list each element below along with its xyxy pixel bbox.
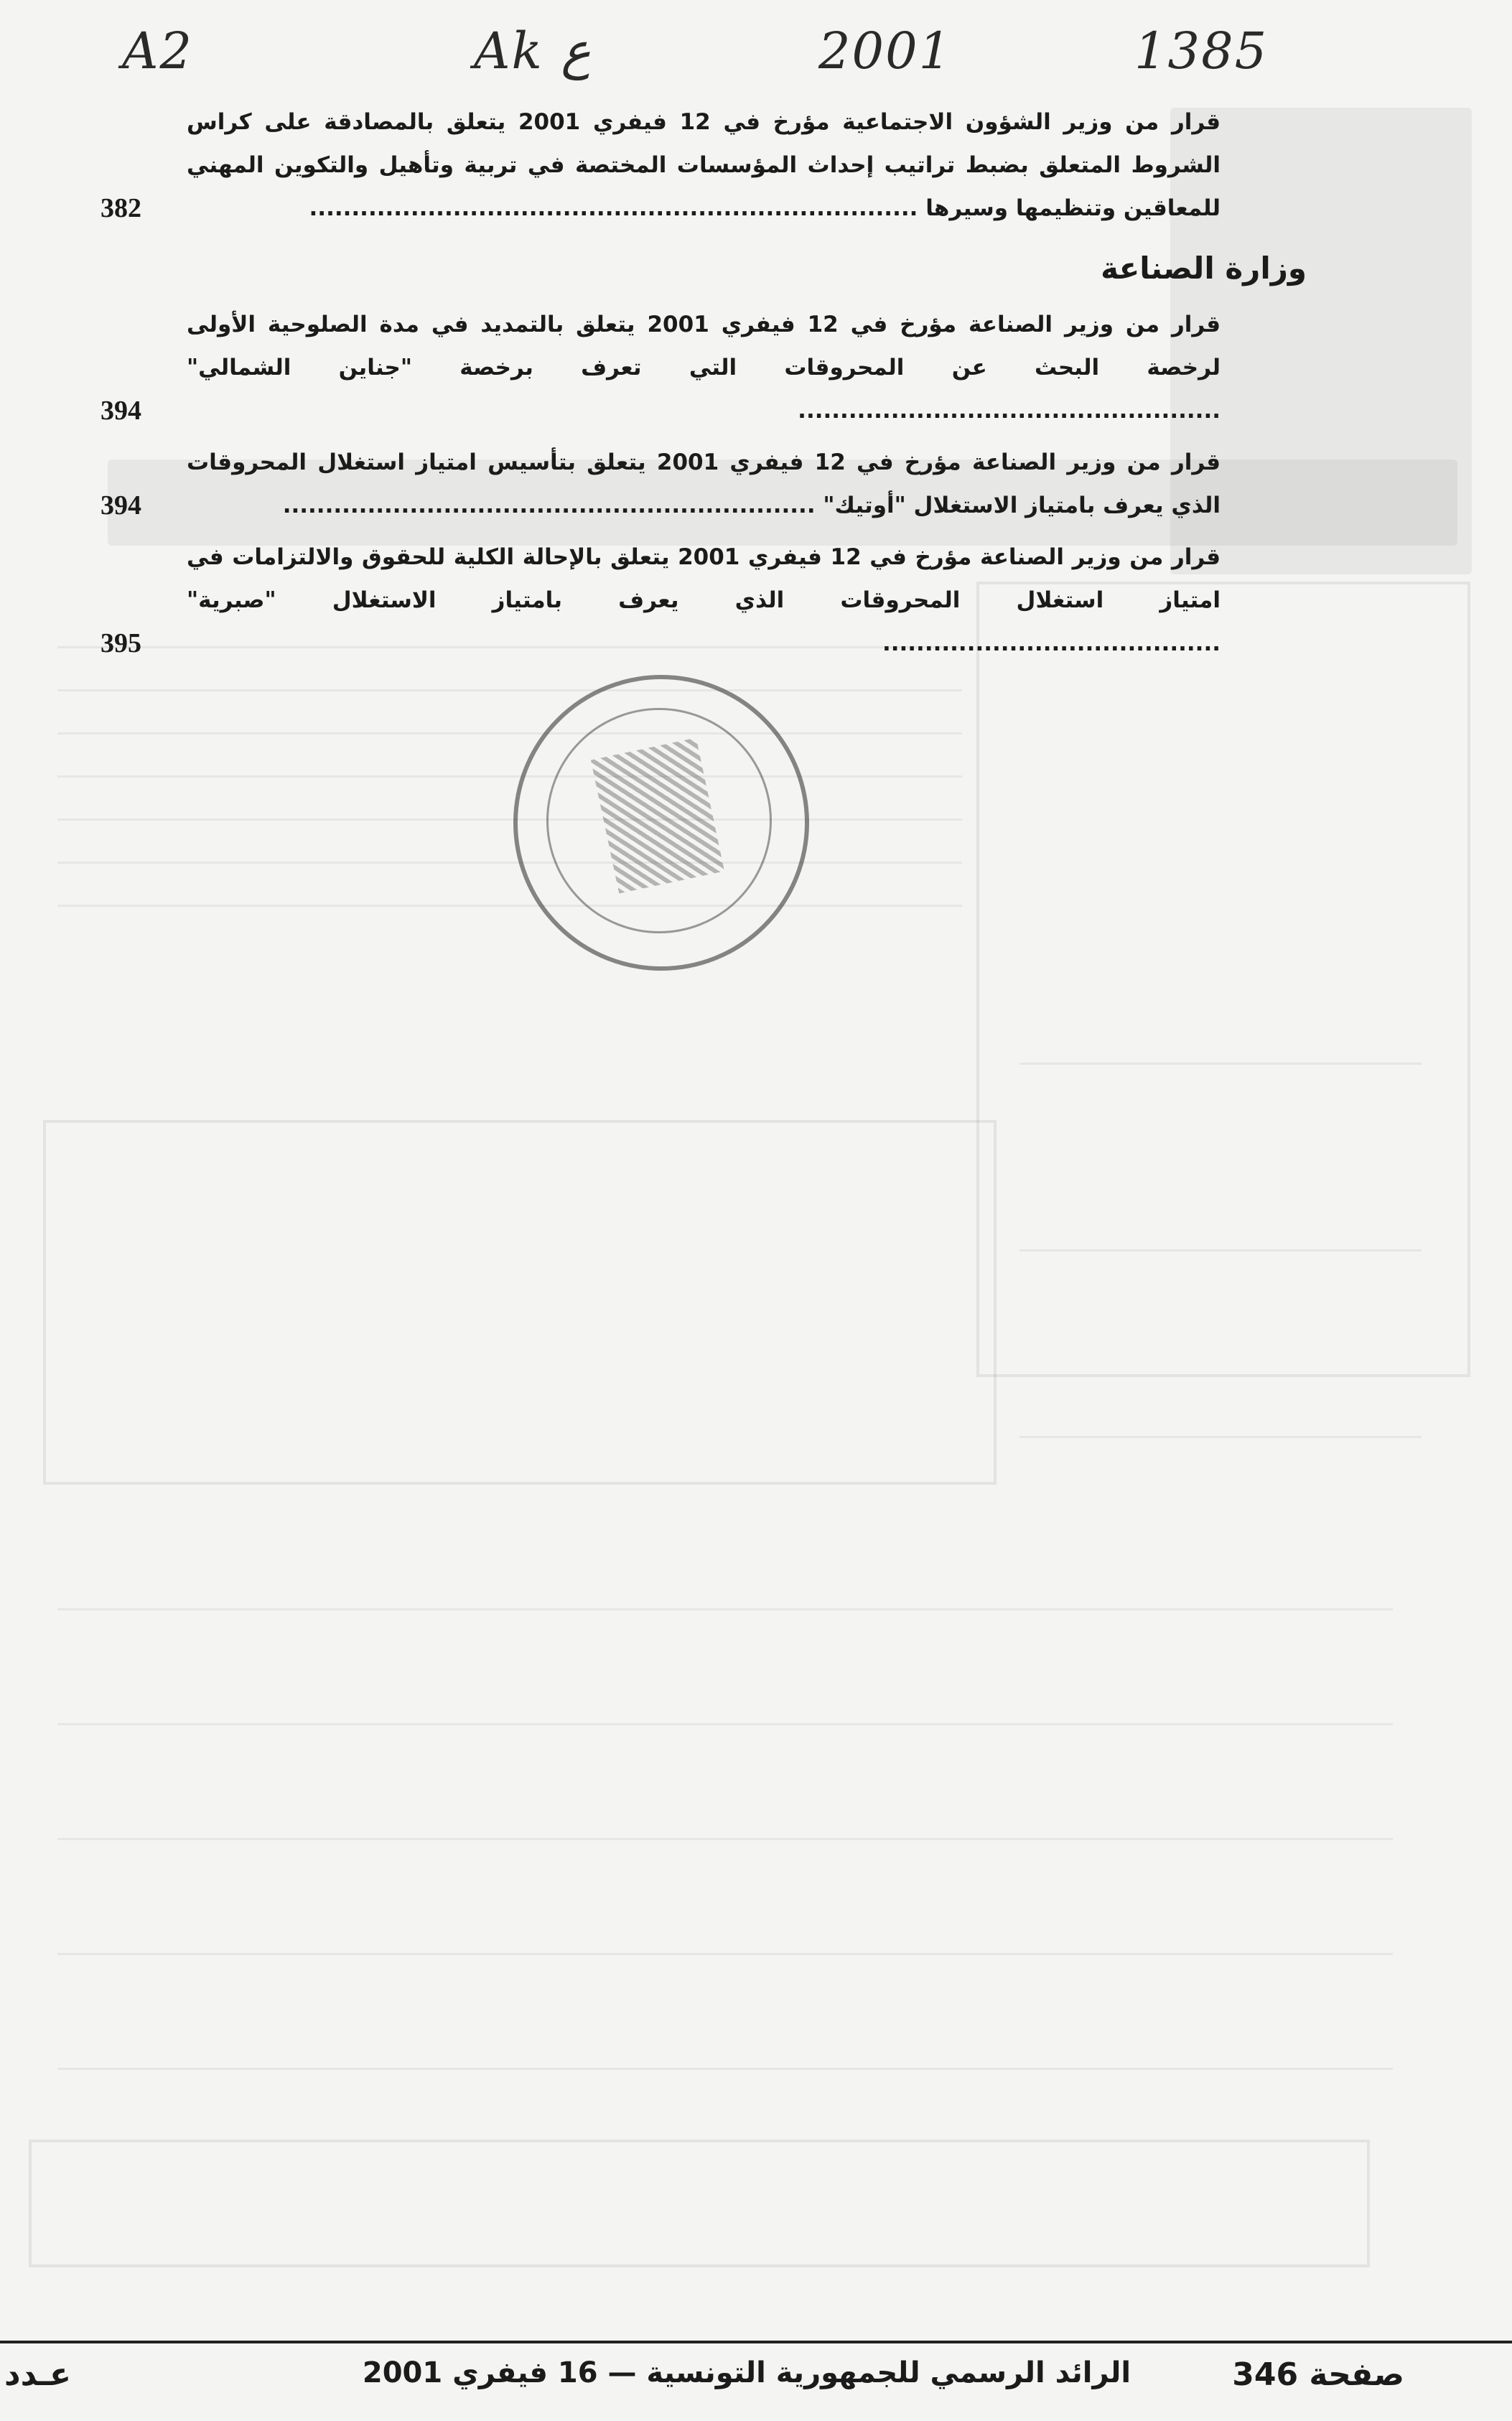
toc-entry-page: 382	[101, 193, 141, 223]
toc-entry-page: 394	[101, 490, 141, 521]
table-of-contents	[101, 101, 1307, 673]
handwritten-note-right: 1385	[1134, 22, 1269, 80]
toc-entry	[101, 441, 1221, 527]
bleed-line	[1019, 1436, 1422, 1438]
bleed-line	[57, 905, 962, 907]
bleed-line	[1019, 1249, 1422, 1251]
footer-rule	[0, 2341, 1512, 2343]
bleed-line	[57, 1723, 1393, 1725]
section-heading: وزارة الصناعة	[1101, 251, 1307, 286]
bleed-line	[57, 775, 962, 778]
page-footer	[0, 2356, 1512, 2399]
toc-entry	[101, 303, 1221, 432]
bleed-through-frame-2	[43, 1120, 997, 1485]
toc-entry-page: 395	[101, 628, 141, 658]
toc-entry-text: قرار من وزير الصناعة مؤرخ في 12 فيفري 2001 يتعلق بالتمديد في مدة الصلوحية الأولى لرخصة البحث عن المحروقات التي تعرف برخصة "جناين الشمالي" ..................................................	[187, 312, 1221, 424]
bleed-line	[57, 818, 962, 821]
bleed-line	[57, 1953, 1393, 1955]
bleed-through-frame-3	[29, 2140, 1370, 2267]
toc-entry-text: قرار من وزير الصناعة مؤرخ في 12 فيفري 2001 يتعلق بالإحالة الكلية للحقوق والالتزامات في امتياز استغلال المحروقات الذي يعرف بامتياز الاستغلال "صبرية" ........................................	[187, 544, 1221, 656]
bleed-through-frame	[976, 582, 1470, 1377]
footer-page-number: صفحة 346	[1232, 2356, 1404, 2393]
bleed-line	[57, 732, 962, 734]
toc-entry-page: 394	[101, 396, 141, 426]
stamp-seal	[513, 675, 809, 971]
handwritten-note-center: 2001	[818, 22, 953, 80]
bleed-line	[57, 1838, 1393, 1840]
bleed-line	[57, 689, 962, 691]
toc-entry-text: قرار من وزير الشؤون الاجتماعية مؤرخ في 12 فيفري 2001 يتعلق بالمصادقة على كراس الشروط المتعلق بضبط تراتيب إحداث المؤسسات المختصة في تربية وتأهيل والتكوين المهني للمعاقين وتنظيمها وسيرها ........................................................................	[187, 109, 1221, 221]
bleed-line	[57, 2068, 1393, 2070]
toc-entry-text: قرار من وزير الصناعة مؤرخ في 12 فيفري 2001 يتعلق بتأسيس امتياز استغلال المحروقات الذي يعرف بامتياز الاستغلال "أوتيك" ...............................................................	[187, 449, 1221, 518]
bleed-line	[1019, 1063, 1422, 1065]
toc-entry	[101, 536, 1221, 665]
footer-publication-title: الرائد الرسمي للجمهورية التونسية — 16 فيفري 2001	[362, 2356, 1131, 2389]
toc-entry	[101, 101, 1221, 230]
bleed-line	[57, 1608, 1393, 1610]
handwritten-note-left: A2	[122, 22, 194, 80]
bleed-line	[57, 862, 962, 864]
footer-issue-label: عـدد	[4, 2356, 72, 2393]
handwritten-note-center-left: Ak ع	[474, 22, 592, 80]
